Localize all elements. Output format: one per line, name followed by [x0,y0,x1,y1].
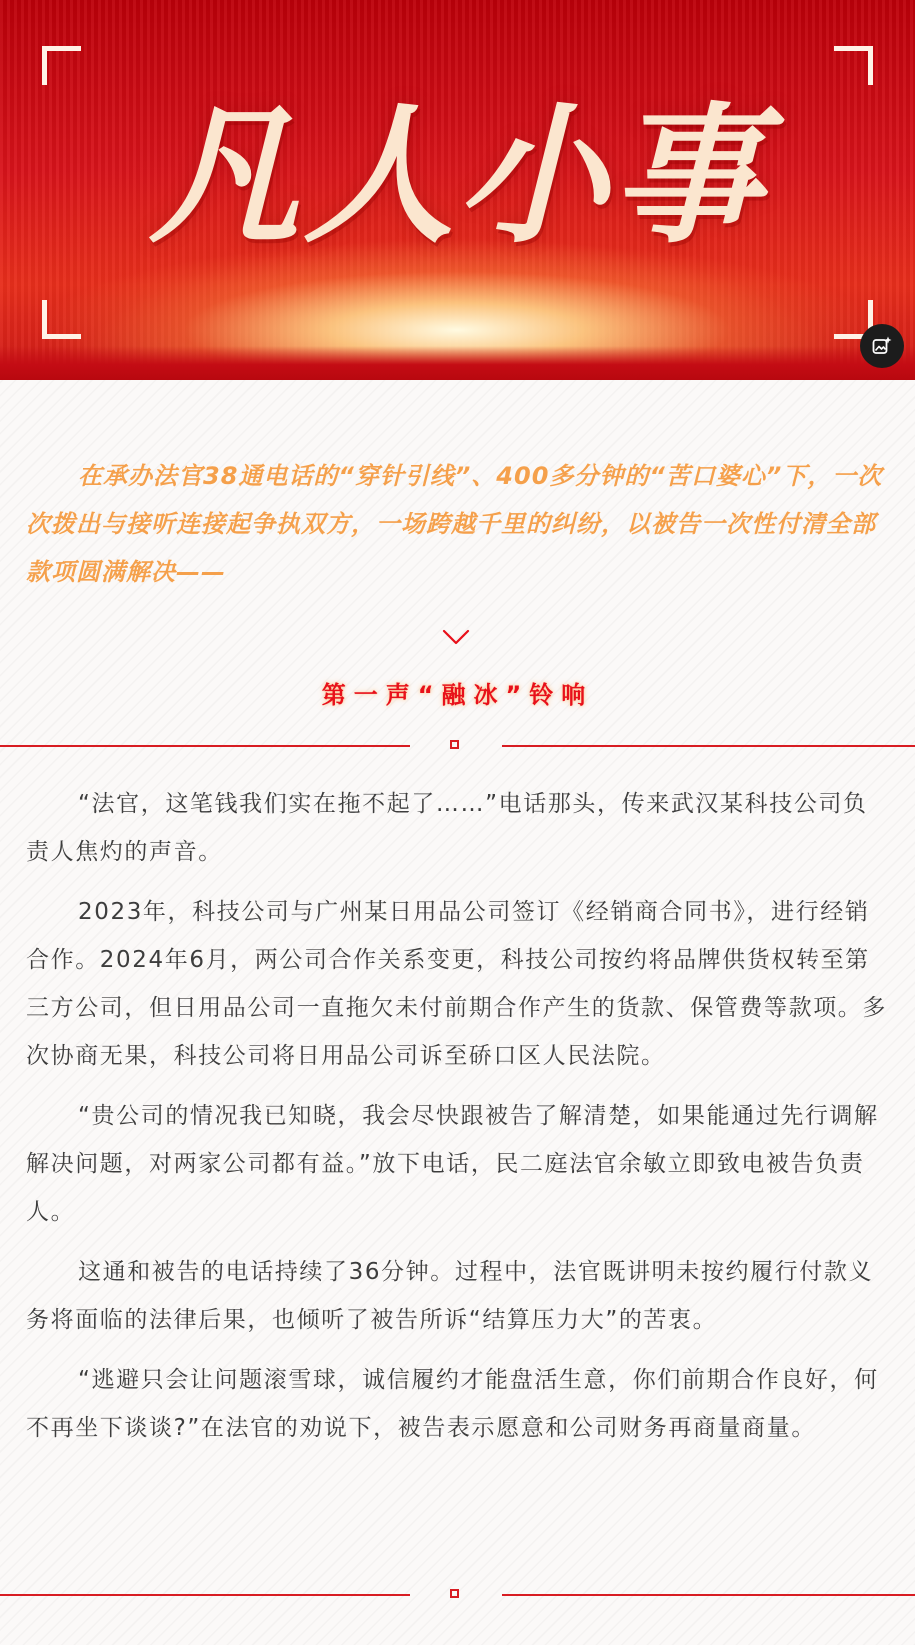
paragraph-1: “法官，这笔钱我们实在拖不起了……”电话那头，传来武汉某科技公司负责人焦灼的声音。 [26,791,868,865]
divider-line-left [0,745,410,747]
image-edit-icon [871,335,893,357]
divider-line-right [502,1594,915,1596]
banner-title: 凡人小事 [149,90,766,264]
paragraph-4: 这通和被告的电话持续了36分钟。过程中，法官既讲明未按约履行付款义务将面临的法律后果，也倾听了被告所诉“结算压力大”的苦衷。 [26,1259,874,1333]
divider-square [450,740,459,749]
intro-quote: 在承办法官38通电话的“穿针引线”、400多分钟的“苦口婆心”下，一次次拨出与接听连接起争执双方，一场跨越千里的纠纷，以被告一次性付清全部款项圆满解决—— [26,462,883,586]
paragraph-5: “逃避只会让问题滚雪球，诚信履约才能盘活生意，你们前期合作良好，何不再坐下谈谈?”在法官的劝说下，被告表示愿意和公司财务再商量商量。 [26,1367,879,1441]
divider-square [450,1589,459,1598]
section-heading: 第一声“融冰”铃响 [321,681,594,709]
divider-line-right [502,745,915,747]
divider-bottom [0,1588,915,1602]
image-edit-button[interactable] [860,324,904,368]
article-body [26,780,888,1464]
paragraph-2: 2023年，科技公司与广州某日用品公司签订《经销商合同书》，进行经销合作。2024年6月，两公司合作关系变更，科技公司按约将品牌供货权转至第三方公司，但日用品公司一直拖欠未付前期合作产生的货款、保管费等款项。多次协商无果，科技公司将日用品公司诉至硚口区人民法院。 [26,899,887,1069]
paragraph-3: “贵公司的情况我已知晓，我会尽快跟被告了解清楚，如果能通过先行调解解决问题，对两家公司都有益。”放下电话，民二庭法官余敏立即致电被告负责人。 [26,1103,879,1225]
chevron-down-icon [442,628,470,646]
banner-bottom-band [0,346,915,380]
divider-line-left [0,1594,410,1596]
frame-corner-top-left [42,46,81,85]
divider-top [0,739,915,753]
frame-corner-bottom-left [42,300,81,339]
frame-corner-top-right [834,46,873,85]
banner-image [0,0,915,380]
